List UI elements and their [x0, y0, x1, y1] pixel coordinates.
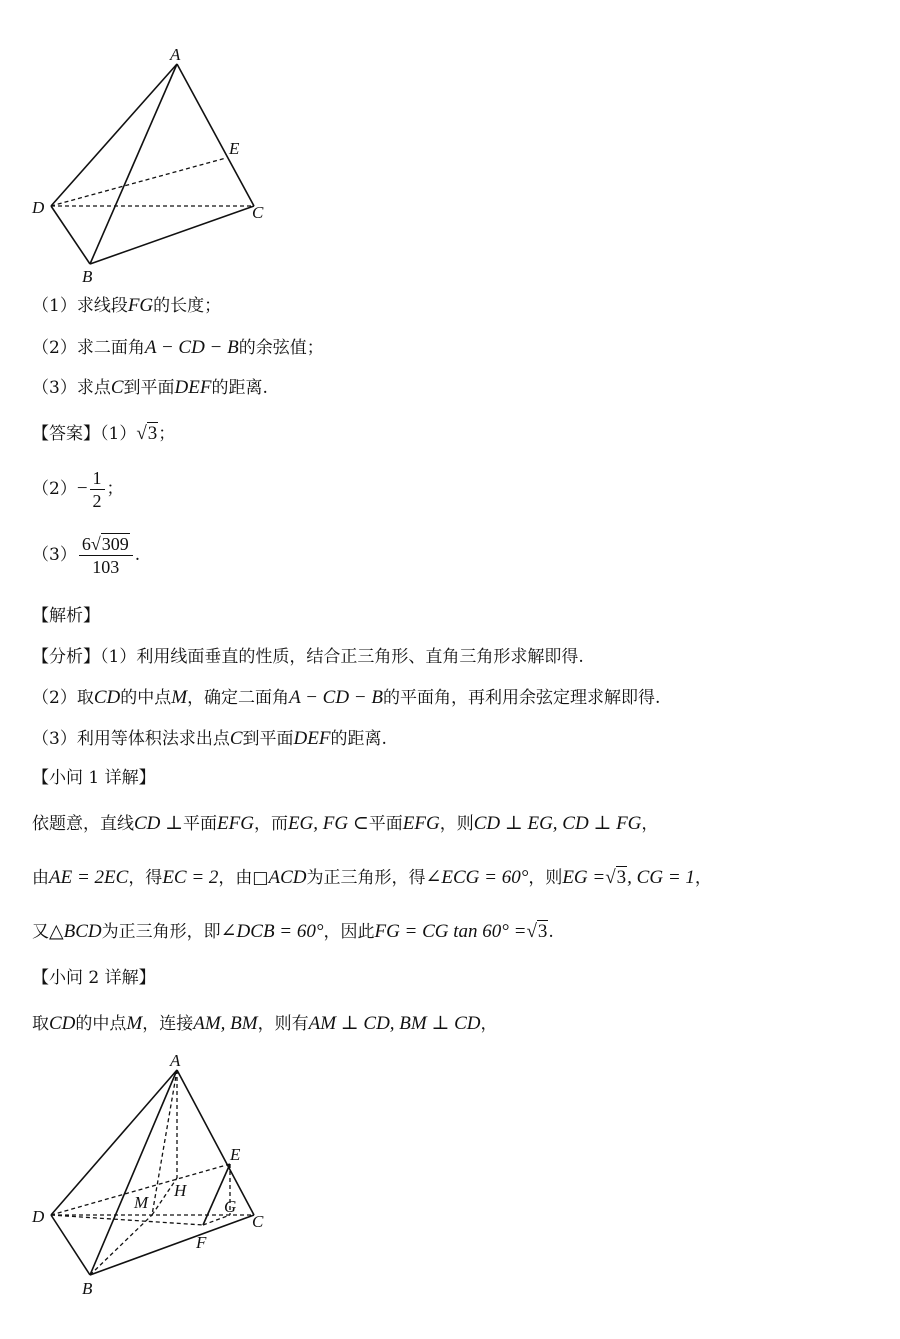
segment-BM-hidden [90, 1215, 152, 1275]
question-1: （1）求线段FG的长度； [32, 295, 222, 316]
edge-DB [51, 206, 90, 264]
label-H: H [174, 1181, 187, 1200]
label-D: D [32, 1207, 45, 1226]
edge-AC [177, 64, 254, 206]
detail-1-line-2: 由AE = 2EC，得EC = 2，由□ACD为正三角形，得∠ECG = 60°，则EG =√3, CG = 1， [32, 867, 712, 888]
label-G: G [224, 1197, 237, 1216]
segment-DE-hidden [51, 158, 226, 206]
label-M: M [134, 1193, 149, 1212]
question-3: （3）求点C到平面DEF的距离. [32, 377, 268, 398]
edge-BC [90, 206, 254, 264]
label-F: F [196, 1233, 207, 1252]
detail-1-line-3: 又△BCD为正三角形，即∠DCB = 60°，因此FG = CG tan 60° =√3. [32, 921, 554, 942]
label-A: A [170, 45, 181, 64]
label-A: A [170, 1051, 181, 1070]
label-E: E [229, 139, 240, 158]
edge-AB [90, 1070, 177, 1275]
answer-tag: 【答案】 [32, 424, 100, 444]
edge-AB [90, 64, 177, 264]
edge-DB [51, 1215, 90, 1275]
detail-2-tag: 【小问 2 详解】 [32, 968, 156, 988]
analysis-tag: 【解析】 [32, 606, 100, 626]
fraction-answer-3: $\frac{6√309}{103}$ [79, 533, 133, 578]
edge-AD [51, 64, 177, 206]
label-C: C [252, 1212, 264, 1231]
label-B: B [82, 267, 93, 286]
fenxi-tag: 【分析】 [32, 647, 100, 667]
label-B: B [82, 1279, 93, 1298]
analysis-1: 【分析】（1）利用线面垂直的性质，结合正三角形、直角三角形求解即得. [32, 647, 584, 667]
sqrt-3: √3 [136, 423, 158, 444]
tetrahedron-figure-2 [20, 1050, 290, 1300]
answer-2: （2）− $\frac{1}{2}$ ； [32, 468, 124, 511]
answer-3: （3） $\frac{6√309}{103}$ . [32, 534, 141, 577]
analysis-2: （2）取CD的中点M，确定二面角A − CD − B的平面角，再利用余弦定理求解即得. [32, 687, 661, 708]
tetrahedron-figure-1 [20, 40, 280, 290]
edge-AC [177, 1070, 254, 1215]
edge-AD [51, 1070, 177, 1215]
segment-DF-hidden [51, 1215, 203, 1225]
detail-2-line-1: 取CD的中点M，连接AM, BM，则有AM ⊥ CD, BM ⊥ CD， [32, 1013, 498, 1034]
label-C: C [252, 203, 264, 222]
label-D: D [32, 198, 45, 217]
question-2: （2）求二面角A − CD − B的余弦值； [32, 337, 324, 358]
answer-1: 【答案】（1）√3； [32, 423, 176, 444]
detail-1-line-1: 依题意，直线CD ⊥平面EFG，而EG, FG ⊂平面EFG，则CD ⊥ EG, CD ⊥ FG， [32, 813, 659, 834]
fraction-one-half: $\frac{1}{2}$ [90, 467, 105, 512]
edge-BC [90, 1215, 254, 1275]
analysis-3: （3）利用等体积法求出点C到平面DEF的距离. [32, 728, 387, 749]
detail-1-tag: 【小问 1 详解】 [32, 768, 156, 788]
label-E: E [230, 1145, 241, 1164]
